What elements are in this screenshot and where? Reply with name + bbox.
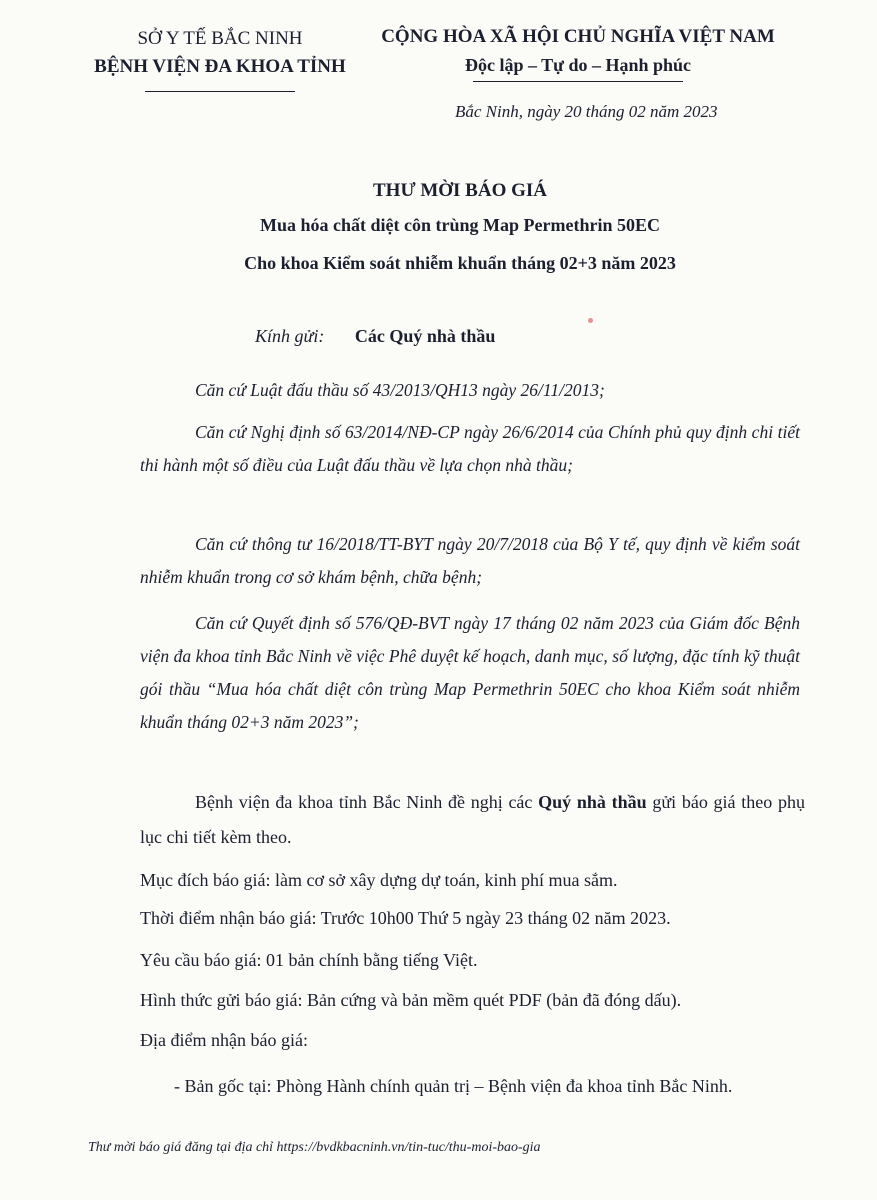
salutation-recipient: Các Quý nhà thầu — [354, 326, 496, 346]
quote-deadline: Thời điểm nhận báo giá: Trước 10h00 Thứ 5 ngày 23 tháng 02 năm 2023. — [140, 908, 671, 928]
request-text-bold: Quý nhà thầu — [538, 792, 647, 812]
request-text-pre: Bệnh viện đa khoa tỉnh Bắc Ninh đề nghị các — [195, 792, 539, 812]
national-motto: Độc lập – Tự do – Hạnh phúc — [464, 55, 692, 75]
quote-location-item: - Bản gốc tại: Phòng Hành chính quản trị – Bệnh viện đa khoa tỉnh Bắc Ninh. — [174, 1076, 733, 1096]
legal-basis-1: Căn cứ Luật đấu thầu số 43/2013/QH13 ngày 26/11/2013; — [195, 380, 605, 400]
agency-name: SỞ Y TẾ BẮC NINH — [137, 28, 303, 49]
salutation-label: Kính gửi: — [255, 326, 325, 346]
salutation — [255, 326, 495, 347]
request-text-post: gửi báo giá theo phụ lục chi tiết kèm theo. — [140, 792, 805, 847]
hospital-name: BỆNH VIỆN ĐA KHOA TỈNH — [94, 56, 346, 77]
document-subtitle: Mua hóa chất diệt côn trùng Map Permethrin 50EC — [260, 215, 660, 235]
quote-purpose: Mục đích báo giá: làm cơ sở xây dựng dự toán, kinh phí mua sắm. — [140, 870, 618, 890]
request-paragraph — [140, 785, 805, 855]
document-subtitle-2: Cho khoa Kiểm soát nhiễm khuẩn tháng 02+3 năm 2023 — [244, 253, 676, 273]
issuing-organization — [70, 25, 370, 92]
motto-underline — [473, 81, 683, 82]
org-underline — [145, 91, 295, 92]
ink-speck — [588, 318, 593, 323]
footer-note: Thư mời báo giá đăng tại địa chỉ https://bvdkbacninh.vn/tin-tuc/thu-moi-bao-gia — [88, 1140, 541, 1155]
quote-location-label: Địa điểm nhận báo giá: — [140, 1030, 308, 1050]
quote-submission-form: Hình thức gửi báo giá: Bản cứng và bản mềm quét PDF (bản đã đóng dấu). — [140, 990, 682, 1010]
document-title: THƯ MỜI BÁO GIÁ — [373, 180, 547, 201]
legal-basis-3: Căn cứ thông tư 16/2018/TT-BYT ngày 20/7/2018 của Bộ Y tế, quy định về kiểm soát nhiễm khuẩn trong cơ sở khám bệnh, chữa bệnh; — [140, 534, 800, 587]
document-date: Bắc Ninh, ngày 20 tháng 02 năm 2023 — [455, 102, 718, 121]
quote-requirement: Yêu cầu báo giá: 01 bản chính bằng tiếng Việt. — [140, 950, 478, 970]
nation-name: CỘNG HÒA XÃ HỘI CHỦ NGHĨA VIỆT NAM — [381, 26, 775, 47]
legal-basis-2: Căn cứ Nghị định số 63/2014/NĐ-CP ngày 26/6/2014 của Chính phủ quy định chi tiết thi hành một số điều của Luật đấu thầu về lựa chọn nhà thầu; — [140, 422, 800, 475]
legal-basis-4: Căn cứ Quyết định số 576/QĐ-BVT ngày 17 tháng 02 năm 2023 của Giám đốc Bệnh viện đa khoa tỉnh Bắc Ninh về việc Phê duyệt kế hoạch, danh mục, số lượng, đặc tính kỹ thuật gói thầu “Mua hóa chất diệt côn trùng Map Permethrin 50EC cho khoa Kiểm soát nhiễm khuẩn tháng 02+3 năm 2023”; — [140, 613, 800, 732]
national-heading — [368, 23, 788, 82]
